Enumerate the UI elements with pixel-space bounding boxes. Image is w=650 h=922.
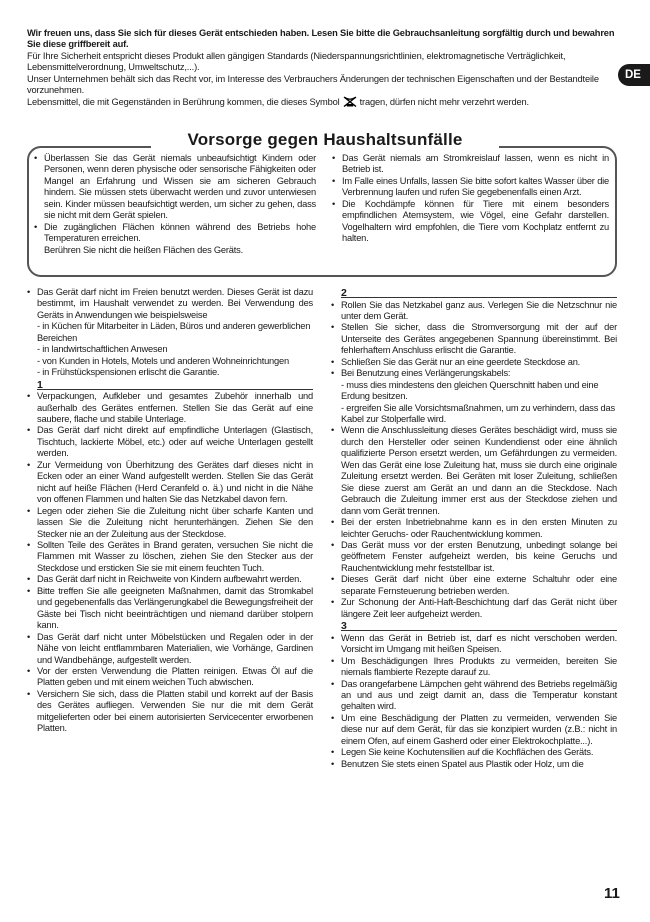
bullet-item: • Zur Schonung der Anti-Haft-Beschichtung darf das Gerät nicht über längere Zeit leer aufgeheizt werden.: [331, 597, 617, 620]
bullet-item: • Stellen Sie sicher, dass die Stromversorgung mit der auf der Unterseite des Gerätes angegebenen Spannung übereinstimmt. Bei fehlerhaftem Anschluss erlischt die Garantie.: [331, 322, 617, 356]
section-divider: [341, 297, 617, 298]
sub-item: - muss dies mindestens den gleichen Querschnitt haben und eine Erdung besitzen.: [341, 379, 599, 402]
bullet-item: • Die Kochdämpfe können für Tiere mit einem besonders empfindlichen Atemsystem, wie Vögel, eine Gefahr darstellen. Vogelhaltern wird empfohlen, die Tiere vom Kochplatz entfernt zu halten.: [332, 199, 609, 245]
bullet-item: • Im Falle eines Unfalls, lassen Sie bitte sofort kaltes Wasser über die Verbrennung laufen und rufen Sie gegebenenfalls einen Arzt.: [332, 176, 609, 199]
bullet-item: • Bitte treffen Sie alle geeigneten Maßnahmen, damit das Stromkabel und gegebenenfalls das Verlängerungkabel die Bewegungsfreiheit der Gäste bei Tisch nicht beeinträchtigen und niemand darüber stolpern kann.: [27, 586, 313, 632]
bullet-item: • Legen Sie keine Kochutensilien auf die Kochflächen des Geräts.: [331, 747, 617, 758]
bullet-item: • Benutzen Sie stets einen Spatel aus Plastik oder Holz, um die: [331, 759, 617, 770]
intro-lead: Wir freuen uns, dass Sie sich für dieses Gerät entschieden haben. Lesen Sie bitte die Gebrauchsanleitung sorgfältig durch und bewahren Sie diese griffbereit auf.: [27, 28, 615, 50]
bullet-item: • Das Gerät darf nicht in Reichweite von Kindern aufbewahrt werden.: [27, 574, 313, 585]
section-number-label: 2: [341, 287, 347, 299]
page-number: 11: [604, 885, 620, 902]
section-number: [27, 380, 313, 392]
bullet-item: • Wenn die Anschlussleitung dieses Gerätes beschädigt wird, muss sie durch den Hersteller oder seinen Kundendienst oder eine ähnlich qualifizierte Person ersetzt werden, um Gefährdungen zu vermeiden. Wen das Gerät eine lose Zuleitung hat, muss sie durch eine originale Zuleitung ersetzt werden. Bei Geräten mit loser Zuleitung, schließen Sie diese zuerst am Gerät an und dann an die Steckdose. Nach Gebrauch die Zuleitung immer erst aus der Steckdose ziehen und dann vom Gerät trennen.: [331, 425, 617, 517]
sub-item: - in Frühstückspensionen erlischt die Garantie.: [37, 367, 220, 378]
bullet-item: • Überlassen Sie das Gerät niemals unbeaufsichtigt Kindern oder Personen, wenn deren physische oder sensorische Fähigkeiten oder Mangel an Erfahrung und Wissen sie am sicheren Gebrauch hindern. Sie müssen stets überwacht werden und zuvor unterwiesen sein. Kinder müssen beaufsichtigt werden, um sicher zu gehen, dass sie nicht mit dem Gerät spielen.: [34, 153, 316, 222]
bullet-item: • Um eine Beschädigung der Platten zu vermeiden, verwenden Sie diese nur auf dem Gerät, für das sie konzipiert wurden (z.B.: nicht in einem Ofen, auf einem Gasherd oder einer Elektrokochplatte...).: [331, 713, 617, 747]
section-number: [331, 621, 617, 633]
section-number: [331, 288, 617, 300]
intro-standards: Für Ihre Sicherheit entspricht dieses Produkt allen gängigen Standards (Niederspannungsrichtlinien, elektromagnetische Verträglichkeit, Lebensmittelverordnung, Umweltschutz,...).: [27, 50, 566, 73]
section-divider: [37, 389, 313, 390]
right-column: [331, 287, 617, 770]
bullet-item: • Vor der ersten Verwendung die Platten reinigen. Etwas Öl auf die Platten geben und mit einem weichen Tuch abwischen.: [27, 666, 313, 689]
sub-item: - ergreifen Sie alle Vorsichtsmaßnahmen, um zu verhindern, dass das Kabel zur Stolperfalle wird.: [341, 402, 615, 425]
bullet-item: • Das Gerät darf nicht im Freien benutzt werden. Dieses Gerät ist dazu bestimmt, im Haushalt verwendet zu werden. Bei Verwendung des Geräts in Anwendungen wie beispielsweise: [27, 287, 313, 321]
intro-symbol-note: Lebensmittel, die mit Gegenständen in Berührung kommen, die dieses Symbol tragen, dürfen nicht mehr verzehrt werden.: [27, 97, 529, 108]
intro-text: [27, 28, 617, 109]
sub-item: - von Kunden in Hotels, Motels und anderen Wohneinrichtungen: [37, 355, 289, 366]
no-eat-symbol-icon: [342, 96, 358, 107]
section-number-label: 3: [341, 620, 347, 633]
sub-item: - in landwirtschaftlichen Anwesen: [37, 344, 168, 355]
bullet-item: • Bei Benutzung eines Verlängerungskabels:: [331, 368, 617, 379]
section-divider: [341, 630, 617, 631]
language-tab: DE: [618, 64, 650, 86]
intro-rights: Unser Unternehmen behält sich das Recht vor, im Interesse des Verbrauchers Änderungen der technischen Eigenschaften und der Bestandteile vorzunehmen.: [27, 73, 599, 96]
sub-item: - in Küchen für Mitarbeiter in Läden, Büros und anderen gewerblichen Bereichen: [37, 321, 311, 343]
bullet-item: • Das Gerät niemals am Stromkreislauf lassen, wenn es nicht in Betrieb ist.: [332, 153, 609, 176]
bullet-item: • Das Gerät darf nicht unter Möbelstücken und Regalen oder in der Nähe von leicht entflammbaren Materialien, wie Vorhänge, Gardinen und Wandbehänge, aufgestellt werden.: [27, 632, 313, 666]
bullet-item: • Das orangefarbene Lämpchen geht während des Betriebs regelmäßig an und aus und zeigt damit an, dass die Temperatur konstant gehalten wird.: [331, 679, 617, 713]
bullet-item: • Rollen Sie das Netzkabel ganz aus. Verlegen Sie die Netzschnur nie unter dem Gerät.: [331, 300, 617, 323]
bullet-item: • Schließen Sie das Gerät nur an eine geerdete Steckdose an.: [331, 357, 617, 368]
bullet-item: • Sollten Teile des Gerätes in Brand geraten, versuchen Sie nicht die Flammen mit Wasser zu löschen, ziehen Sie den Stecker aus der Steckdose und ersticken Sie sie mit einem feuchten Tuch.: [27, 540, 313, 574]
safety-box-left: [34, 153, 316, 256]
safety-box-title: Vorsorge gegen Haushaltsunfälle: [151, 128, 499, 152]
bullet-item: • Das Gerät muss vor der ersten Benutzung, unbedingt solange bei geöffnetem Fenster aufgeheizt werden, bis keine Geruchs und Rauchentwicklung mehr feststellbar ist.: [331, 540, 617, 574]
left-column: [27, 287, 313, 735]
bullet-item: • Wenn das Gerät in Betrieb ist, darf es nicht verschoben werden. Vorsicht im Umgang mit heißen Speisen.: [331, 633, 617, 656]
safety-box-right: [332, 153, 609, 245]
section-number-label: 1: [37, 378, 43, 391]
bullet-item: • Die zugänglichen Flächen können während des Betriebs hohe Temperaturen erreichen.: [34, 222, 316, 245]
bullet-item: • Das Gerät darf nicht direkt auf empfindliche Unterlagen (Glastisch, Tischtuch, lackierte Möbel, etc.) oder auf weiche Unterlagen gestellt werden.: [27, 425, 313, 459]
bullet-item: • Um Beschädigungen Ihres Produkts zu vermeiden, bereiten Sie niemals flambierte Rezepte darauf zu.: [331, 656, 617, 679]
continuation-item: Berühren Sie nicht die heißen Flächen des Geräts.: [44, 244, 243, 255]
bullet-item: • Dieses Gerät darf nicht über eine externe Schaltuhr oder eine separate Fernsteuerung betrieben werden.: [331, 574, 617, 597]
bullet-item: • Bei der ersten Inbetriebnahme kann es in den ersten Minuten zu leichter Geruchs- oder Rauchentwicklung kommen.: [331, 517, 617, 540]
bullet-item: • Verpackungen, Aufkleber und gesamtes Zubehör innerhalb und außerhalb des Gerätes entfernen. Stellen Sie das Gerät auf eine saubere, flache und stabile Unterlage.: [27, 391, 313, 425]
bullet-item: • Legen oder ziehen Sie die Zuleitung nicht über scharfe Kanten und lassen Sie die Zuleitung nicht herunterhängen. Ziehen Sie den Stecker nie an der Zuleitung aus der Steckdose.: [27, 506, 313, 540]
bullet-item: • Zur Vermeidung von Überhitzung des Gerätes darf dieses nicht in Ecken oder an einer Wand aufgestellt werden. Stellen Sie das Gerät nicht auf heiße Flächen (Herd Ceranfeld o. ä.) und nicht in die Nähe von offenen Flammen und halten Sie das Netzkabel davon fern.: [27, 460, 313, 506]
bullet-item: • Versichern Sie sich, dass die Platten stabil und korrekt auf der Basis des Gerätes aufliegen. Verwenden Sie nur die mit dem Gerät mitgelieferten oder bei einem autorisierten Servicecenter erworbenen Platten.: [27, 689, 313, 735]
